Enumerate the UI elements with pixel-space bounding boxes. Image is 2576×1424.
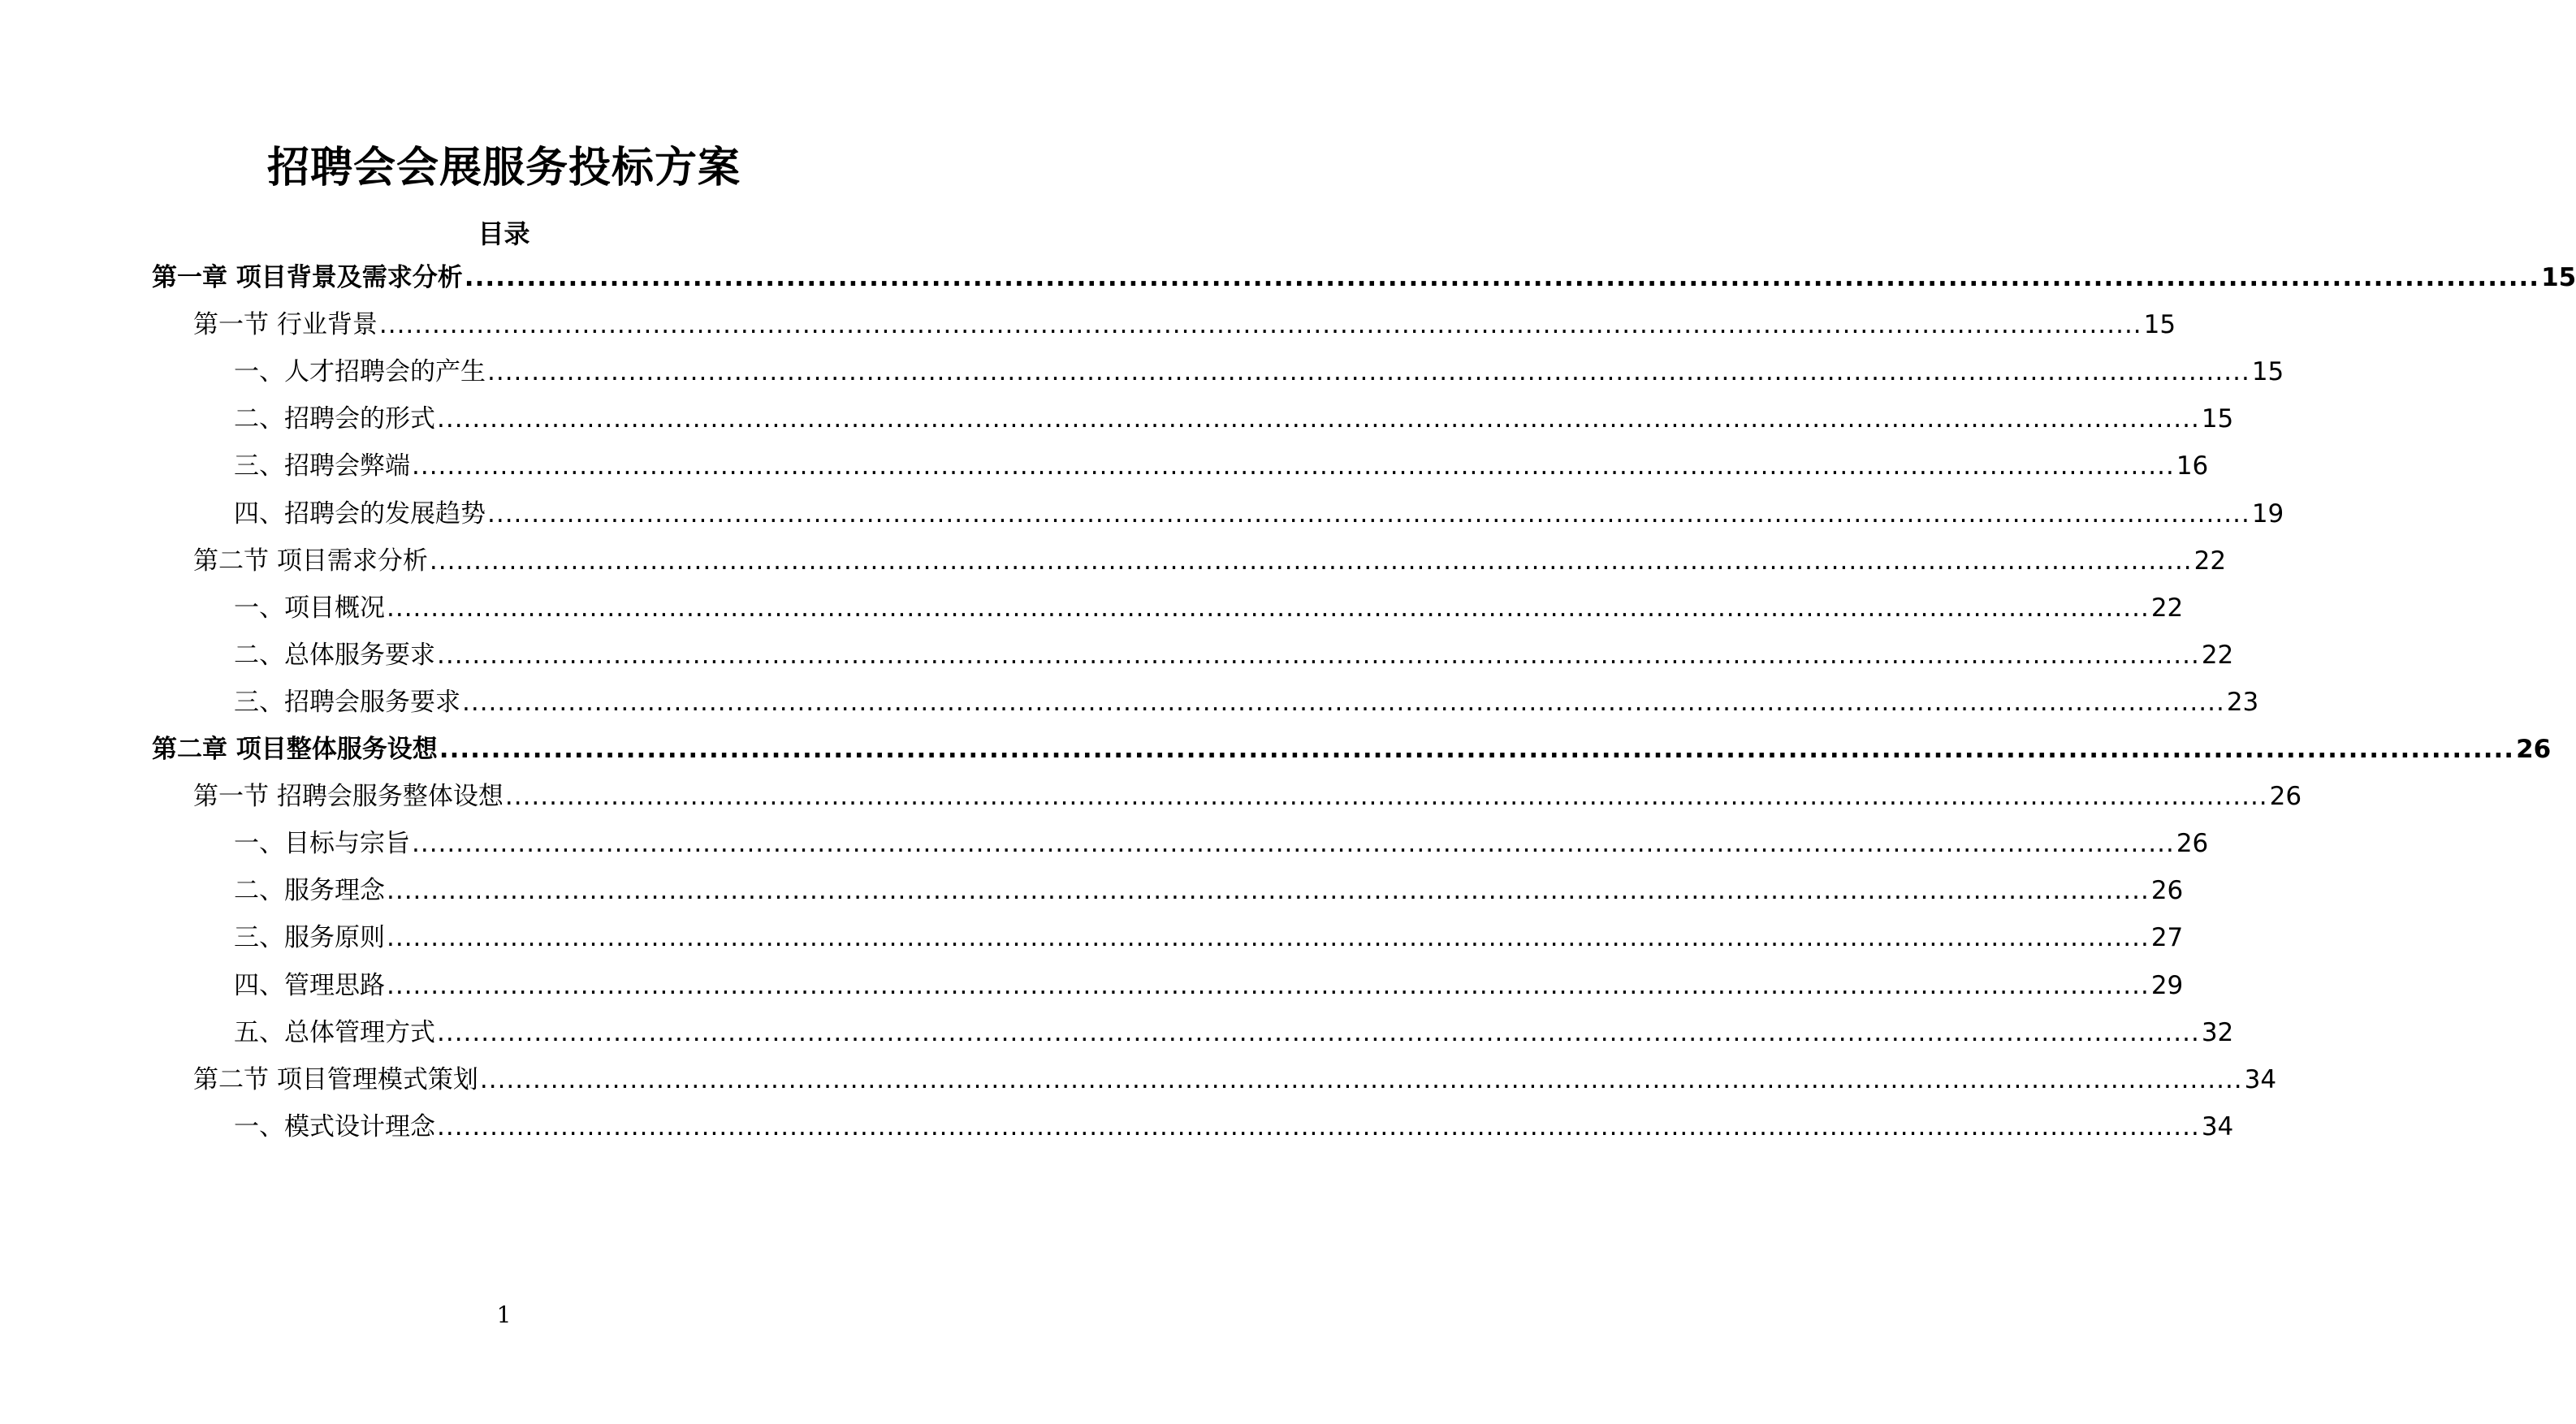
toc-dot-leader: ........................................................................................................................................................................................................: [437, 404, 2200, 434]
toc-entry[interactable]: [234, 912, 2184, 964]
toc-entry[interactable]: [193, 535, 2227, 587]
toc-entry-page: 34: [2201, 1111, 2234, 1141]
toc-dot-leader: ........................................................................................................................................................................................................: [487, 498, 2250, 529]
toc-entry-page: 27: [2150, 923, 2184, 953]
toc-entry-page: 32: [2201, 1017, 2234, 1047]
toc-entry-title: 第一节 行业背景: [193, 310, 378, 340]
document-title: 招聘会会展服务投标方案: [266, 144, 741, 192]
toc-entry-page: 29: [2150, 970, 2184, 1000]
toc-dot-leader: ........................................................................................................................................................................................................: [437, 1111, 2200, 1141]
toc-entry-title: 第一章 项目背景及需求分析: [152, 263, 463, 292]
toc-dot-leader: ........................................................................................................................................................................................................: [387, 593, 2150, 623]
toc-dot-leader: ........................................................................................................................................................................................................: [437, 1017, 2200, 1047]
toc-entry[interactable]: [234, 582, 2184, 634]
toc-entry-page: 19: [2251, 498, 2284, 529]
toc-entry[interactable]: [193, 770, 2302, 822]
toc-entry-page: 22: [2150, 593, 2184, 623]
toc-entry-page: 22: [2193, 546, 2227, 576]
toc-entry[interactable]: [234, 629, 2234, 681]
toc-entry-title: 五、总体管理方式: [234, 1017, 435, 1047]
toc-entry[interactable]: [234, 865, 2184, 917]
toc-entry-page: 26: [2516, 735, 2552, 764]
toc-entry[interactable]: [234, 346, 2284, 398]
toc-entry[interactable]: [193, 299, 2176, 351]
toc-entry[interactable]: [234, 1007, 2234, 1059]
page-number: 1: [496, 1301, 512, 1328]
toc-entry-page: 26: [2150, 876, 2184, 906]
toc-entry-title: 第二节 项目需求分析: [193, 546, 428, 576]
toc-dot-leader: ........................................................................................................................................................................................................: [387, 876, 2150, 906]
toc-entry-page: 15: [2143, 310, 2176, 340]
toc-entry[interactable]: [234, 1101, 2234, 1153]
toc-entry-page: 34: [2244, 1064, 2277, 1094]
toc-dot-leader: ........................................................................................................................................................................................................: [462, 687, 2225, 717]
toc-entry-title: 三、招聘会弊端: [234, 451, 410, 481]
toc-entry-page: 22: [2201, 640, 2234, 670]
toc-entry-title: 第一节 招聘会服务整体设想: [193, 782, 504, 812]
toc-entry[interactable]: [152, 723, 2552, 775]
toc-entry-title: 二、服务理念: [234, 876, 385, 906]
toc-dot-leader: ........................................................................................................................................................................................................: [387, 923, 2150, 953]
toc-entry-title: 一、模式设计理念: [234, 1111, 435, 1141]
toc-entry[interactable]: [193, 1054, 2277, 1106]
toc-dot-leader: ........................................................................................................................................................................................................: [378, 310, 2142, 340]
toc-dot-leader: ........................................................................................................................................................................................................: [437, 640, 2200, 670]
toc-entry[interactable]: [234, 393, 2234, 445]
toc-entry-title: 一、项目概况: [234, 593, 385, 623]
toc-entry-title: 四、管理思路: [234, 970, 385, 1000]
toc-dot-leader: ........................................................................................................................................................................................................: [464, 263, 2540, 292]
toc-entry[interactable]: [234, 818, 2209, 870]
toc-entry[interactable]: [234, 440, 2209, 492]
toc-entry-title: 三、招聘会服务要求: [234, 687, 460, 717]
toc-dot-leader: ........................................................................................................................................................................................................: [429, 546, 2193, 576]
toc-entry-title: 一、人才招聘会的产生: [234, 357, 486, 387]
toc-entry-title: 三、服务原则: [234, 923, 385, 953]
toc-entry[interactable]: [234, 960, 2184, 1012]
toc-entry-page: 16: [2176, 451, 2209, 481]
toc-entry-title: 四、招聘会的发展趋势: [234, 498, 486, 529]
toc-entry[interactable]: [152, 252, 2576, 304]
toc-dot-leader: ........................................................................................................................................................................................................: [439, 735, 2515, 764]
toc-entry-page: 26: [2269, 782, 2302, 812]
toc-entry-title: 二、总体服务要求: [234, 640, 435, 670]
toc-dot-leader: ........................................................................................................................................................................................................: [487, 357, 2250, 387]
toc-dot-leader: ........................................................................................................................................................................................................: [412, 829, 2175, 859]
toc-heading: 目录: [478, 218, 530, 249]
toc-dot-leader: ........................................................................................................................................................................................................: [387, 970, 2150, 1000]
toc-entry[interactable]: [234, 676, 2259, 728]
toc-entry[interactable]: [234, 488, 2284, 540]
toc-entry-page: 26: [2176, 829, 2209, 859]
toc-dot-leader: ........................................................................................................................................................................................................: [504, 782, 2268, 812]
toc-entry-title: 一、目标与宗旨: [234, 829, 410, 859]
toc-entry-page: 15: [2541, 263, 2576, 292]
toc-entry-title: 第二章 项目整体服务设想: [152, 735, 438, 764]
toc-entry-page: 15: [2251, 357, 2284, 387]
toc-entry-title: 第二节 项目管理模式策划: [193, 1064, 478, 1094]
toc-entry-title: 二、招聘会的形式: [234, 404, 435, 434]
toc-dot-leader: ........................................................................................................................................................................................................: [412, 451, 2175, 481]
toc-entry-page: 15: [2201, 404, 2234, 434]
toc-entry-page: 23: [2226, 687, 2259, 717]
toc-dot-leader: ........................................................................................................................................................................................................: [479, 1064, 2243, 1094]
